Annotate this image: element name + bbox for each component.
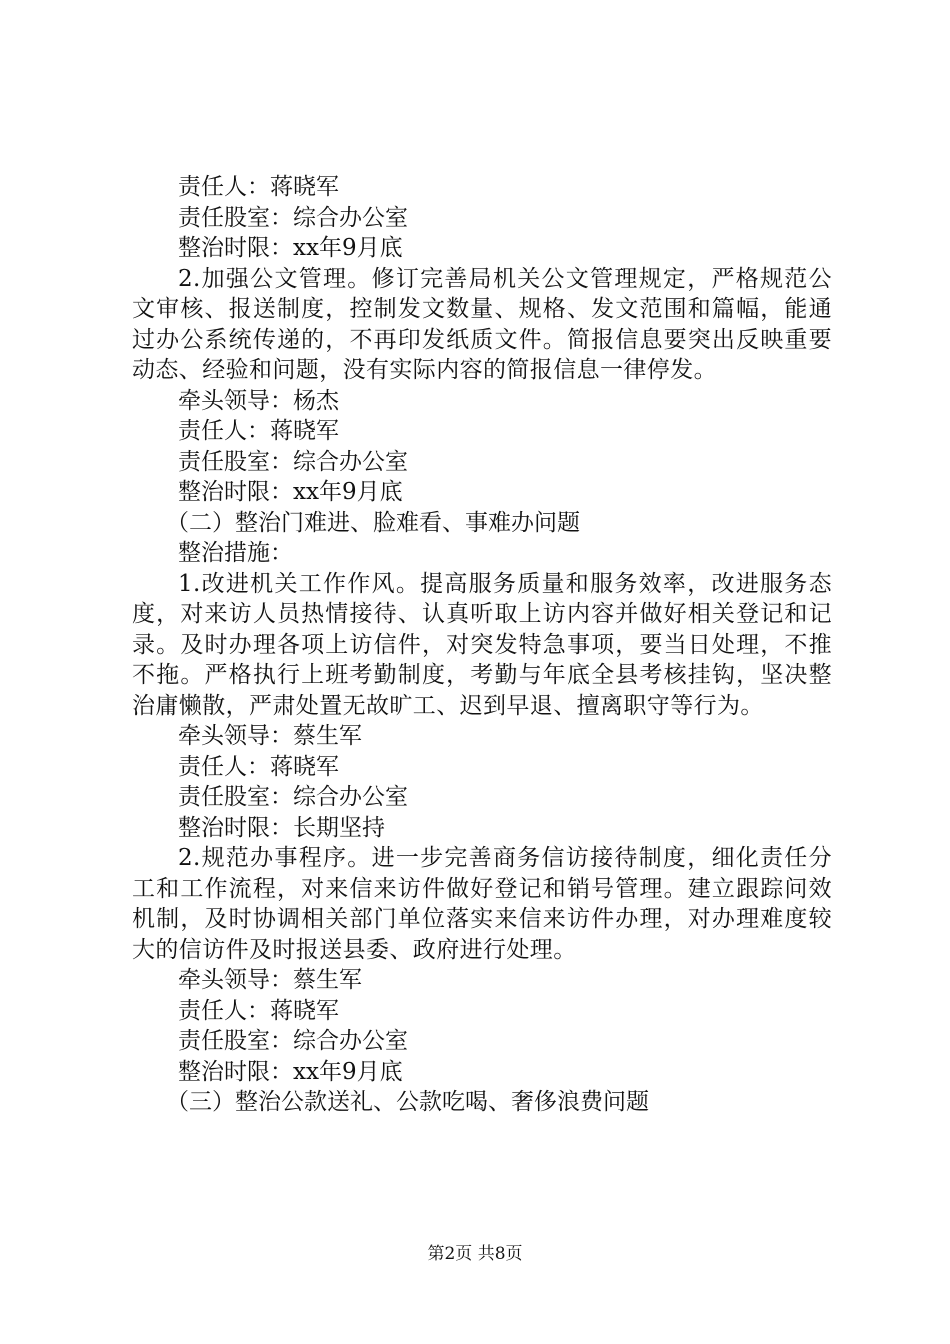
responsible-office-4: 责任股室：综合办公室 [178, 1028, 408, 1054]
deadline-2: 整治时限：xx年9月底 [178, 479, 403, 505]
lead-leader-3: 牵头领导：蔡生军 [178, 723, 362, 749]
section-heading-2: （二）整治门难进、脸难看、事难办问题 [166, 509, 580, 536]
responsible-person-1: 责任人：蒋晓军 [178, 174, 339, 200]
document-body [132, 172, 832, 1118]
deadline-3: 整治时限：长期坚持 [178, 814, 385, 841]
lead-leader-4: 牵头领导：蔡生军 [178, 967, 362, 993]
measure-paragraph-document-management: 2.加强公文管理。修订完善局机关公文管理规定，严格规范公文审核、报送制度，控制发文数量、规格、发文范围和篇幅，能通过办公系统传递的，不再印发纸质文件。简报信息要突出反映重要动态、经验和问题，没有实际内容的简报信息一律停发。 [132, 265, 832, 383]
responsible-office-2: 责任股室：综合办公室 [178, 448, 408, 475]
measures-label: 整治措施： [178, 540, 293, 566]
responsible-person-2: 责任人：蒋晓军 [178, 418, 339, 444]
responsible-person-4: 责任人：蒋晓军 [178, 997, 339, 1024]
section-heading-3: （三）整治公款送礼、公款吃喝、奢侈浪费问题 [166, 1089, 649, 1115]
page-number-footer: 第2页 共8页 [427, 1244, 523, 1264]
lead-leader-2: 牵头领导：杨杰 [178, 387, 339, 414]
measure-paragraph-work-style: 1.改进机关工作作风。提高服务质量和服务效率，改进服务态度，对来访人员热情接待、认真听取上访内容并做好相关登记和记录。及时办理各项上访信件，对突发特急事项，要当日处理，不推不拖。严格执行上班考勤制度，考勤与年底全县考核挂钩，坚决整治庸懒散，严肃处置无故旷工、迟到早退、擅离职守等行为。 [132, 570, 832, 719]
measure-paragraph-procedures: 2.规范办事程序。进一步完善商务信访接待制度，细化责任分工和工作流程，对来信来访件做好登记和销号管理。建立跟踪问效机制，及时协调相关部门单位落实来信来访件办理，对办理难度较大的信访件及时报送县委、政府进行处理。 [132, 845, 832, 963]
responsible-office-3: 责任股室：综合办公室 [178, 784, 408, 810]
responsible-office-1: 责任股室：综合办公室 [178, 204, 408, 231]
deadline-1: 整治时限：xx年9月底 [178, 235, 403, 261]
responsible-person-3: 责任人：蒋晓军 [178, 753, 339, 780]
deadline-4: 整治时限：xx年9月底 [178, 1058, 403, 1085]
